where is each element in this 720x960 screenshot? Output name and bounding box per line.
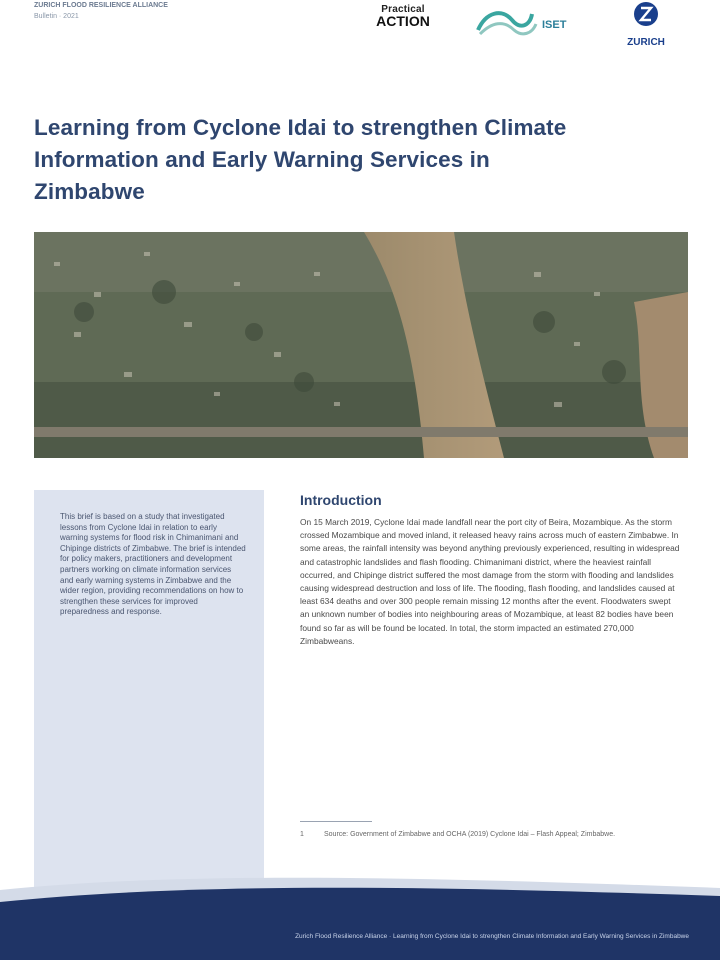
practical-action-logo	[368, 4, 438, 44]
iset-logo-text: ISET	[542, 19, 567, 31]
zurich-logo-text: ZURICH	[627, 37, 665, 48]
footnote-number: 1	[300, 831, 304, 838]
document-title: Learning from Cyclone Idai to strengthen Climate Information and Early Warning Services in Zimbabwe	[34, 115, 567, 204]
document-meta	[34, 0, 168, 22]
practical-action-logo-line2: ACTION	[376, 13, 430, 29]
iset-logo	[472, 4, 582, 42]
zurich-logo	[604, 0, 688, 50]
practical-action-logo-line1: Practical	[381, 4, 425, 15]
sidebar-text: This brief is based on a study that investigated lessons from Cyclone Idai in relation to early warning systems for flood risk in Chimanimani and Chipinge districts of Zimbabwe. The brief is intended for policy makers, practitioners and development partners working on climate information services and early warning systems in Zimbabwe and the wider region, providing recommendations on how to strengthen these services for improved preparedness and response.	[60, 512, 246, 617]
footnote-text: Source: Government of Zimbabwe and OCHA (2019) Cyclone Idai – Flash Appeal; Zimbabwe.	[324, 831, 616, 838]
zurich-z-icon	[633, 0, 659, 30]
aerial-flood-photo	[34, 232, 688, 458]
iset-swirl-icon	[472, 4, 582, 42]
introduction-heading: Introduction	[300, 492, 382, 508]
footnote	[300, 830, 680, 840]
footnote-divider	[300, 821, 372, 822]
footer-text: Zurich Flood Resilience Alliance · Learning from Cyclone Idai to strengthen Climate Information and Early Warning Services in Zimbabwe	[295, 933, 689, 940]
footer-wave	[0, 872, 720, 960]
document-subtitle: Bulletin · 2021	[34, 13, 79, 20]
series-label: ZURICH FLOOD RESILIENCE ALLIANCE	[34, 2, 168, 9]
introduction-body: On 15 March 2019, Cyclone Idai made landfall near the port city of Beira, Mozambique. As the storm crossed Mozambique and moved inland, it released heavy rains across much of eastern Zimbabwe. In some areas, the rainfall intensity was beyond anything previously experienced, resulting in widespread and catastrophic landslides and flash flooding. Chimanimani district, where the heaviest rainfall occurred, and Chipinge district suffered the most damage from the storm with flooding and landslides causing widespread destruction and loss of life. The flooding, flash flooding, and landslides caused at least 634 deaths and over 300 people remain missing 12 months after the event. Floodwaters swept an unknown number of bodies into neighbouring areas of Mozambique, at least 82 bodies have been found so far as will be found be located. In total, the storm impacted an estimated 270,000 Zimbabweans.	[300, 517, 680, 646]
